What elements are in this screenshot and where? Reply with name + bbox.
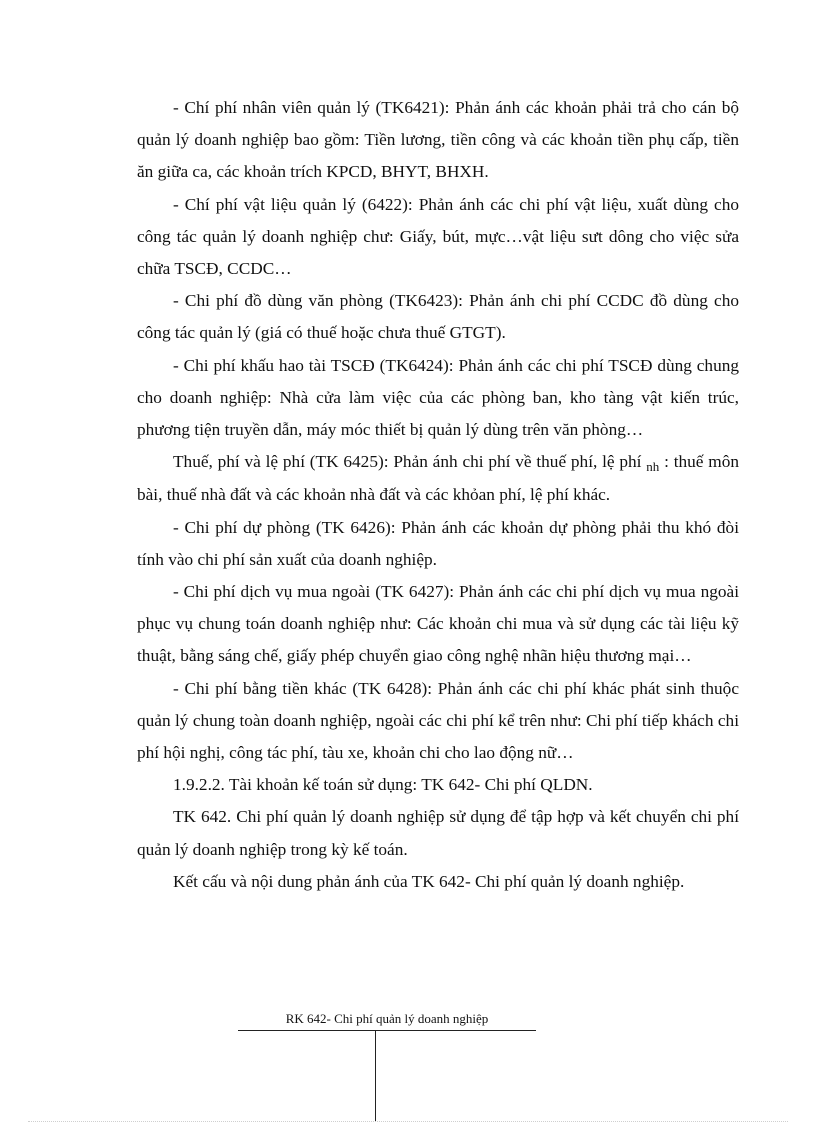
- t-account-diagram: [238, 1010, 536, 1122]
- t-account-vertical-line: [375, 1030, 376, 1122]
- paragraph-depreciation-cost: - Chi phí khấu hao tài TSCĐ (TK6424): Phản ánh các chi phí TSCĐ dùng chung cho doanh nghiệp: Nhà cửa làm việc của các phòng ban, kho tàng vật kiến trúc, phương tiện truyền dẫn, máy móc thiết bị quản lý dùng trên văn phòng…: [137, 355, 739, 440]
- t-account-title: RK 642- Chi phí quản lý doanh nghiệp: [285, 1011, 489, 1026]
- paragraph-tk642-purpose: TK 642. Chi phí quản lý doanh nghiệp sử dụng để tập hợp và kết chuyển chi phí quản lý doanh nghiệp trong kỳ kế toán.: [137, 807, 739, 859]
- paragraph-office-supplies-cost: - Chi phí đồ dùng văn phòng (TK6423): Phản ánh chi phí CCDC đồ dùng cho công tác quản lý (giá có thuế hoặc chưa thuế GTGT).: [137, 291, 739, 343]
- paragraph-material-cost: - Chí phí vật liệu quản lý (6422): Phản ánh các chi phí vật liệu, xuất dùng cho công tác quản lý doanh nghiệp chư: Giấy, bút, mực…vật liệu sưt dông cho việc sửa chữa TSCĐ, CCDC…: [137, 194, 739, 279]
- page-bottom-divider: [28, 1121, 788, 1122]
- paragraph-taxes-fees: [137, 446, 739, 511]
- body-text: [137, 92, 739, 898]
- paragraph-tk642-structure: Kết cấu và nội dung phản ánh của TK 642- Chi phí quản lý doanh nghiệp.: [173, 871, 685, 891]
- t-account-horizontal-line: [238, 1030, 536, 1031]
- section-heading-1-9-2-2: 1.9.2.2. Tài khoản kế toán sử dụng: TK 642- Chi phí QLDN.: [173, 775, 593, 795]
- paragraph-other-cash-cost: - Chi phí bằng tiền khác (TK 6428): Phản ánh các chi phí khác phát sinh thuộc quản lý chung toàn doanh nghiệp, ngoài các chi phí kể trên như: Chi phí tiếp khách chi phí hội nghị, công tác phí, tàu xe, khoản chi cho lao động nữ…: [137, 678, 739, 763]
- paragraph-taxes-fees-start: Thuế, phí và lệ phí (TK 6425): Phản ánh chi phí về thuế phí, lệ phí: [173, 452, 647, 472]
- stray-text-nh: nh: [646, 459, 660, 475]
- paragraph-provision-cost: - Chi phí dự phòng (TK 6426): Phản ánh các khoản dự phòng phải thu khó đòi tính vào chi phí sản xuất của doanh nghiệp.: [137, 517, 739, 569]
- paragraph-taxes-fees-end: : thuế môn bài, thuế nhà đất và các khoản nhà đất và các khỏan phí, lệ phí khác.: [137, 452, 739, 505]
- paragraph-outsourced-services: - Chi phí dịch vụ mua ngoài (TK 6427): Phản ánh các chi phí dịch vụ mua ngoài phục vụ chung toán doanh nghiệp như: Các khoản chi mua và sử dụng các tài liệu kỹ thuật, bằng sáng chế, giấy phép chuyển giao công nghệ nhãn hiệu thương mại…: [137, 582, 739, 666]
- paragraph-staff-cost: - Chí phí nhân viên quản lý (TK6421): Phản ánh các khoản phải trả cho cán bộ quản lý doanh nghiệp bao gồm: Tiền lương, tiền công và các khoản tiền phụ cấp, tiền ăn giữa ca, các khoản trích KPCD, BHYT, BHXH.: [137, 98, 739, 182]
